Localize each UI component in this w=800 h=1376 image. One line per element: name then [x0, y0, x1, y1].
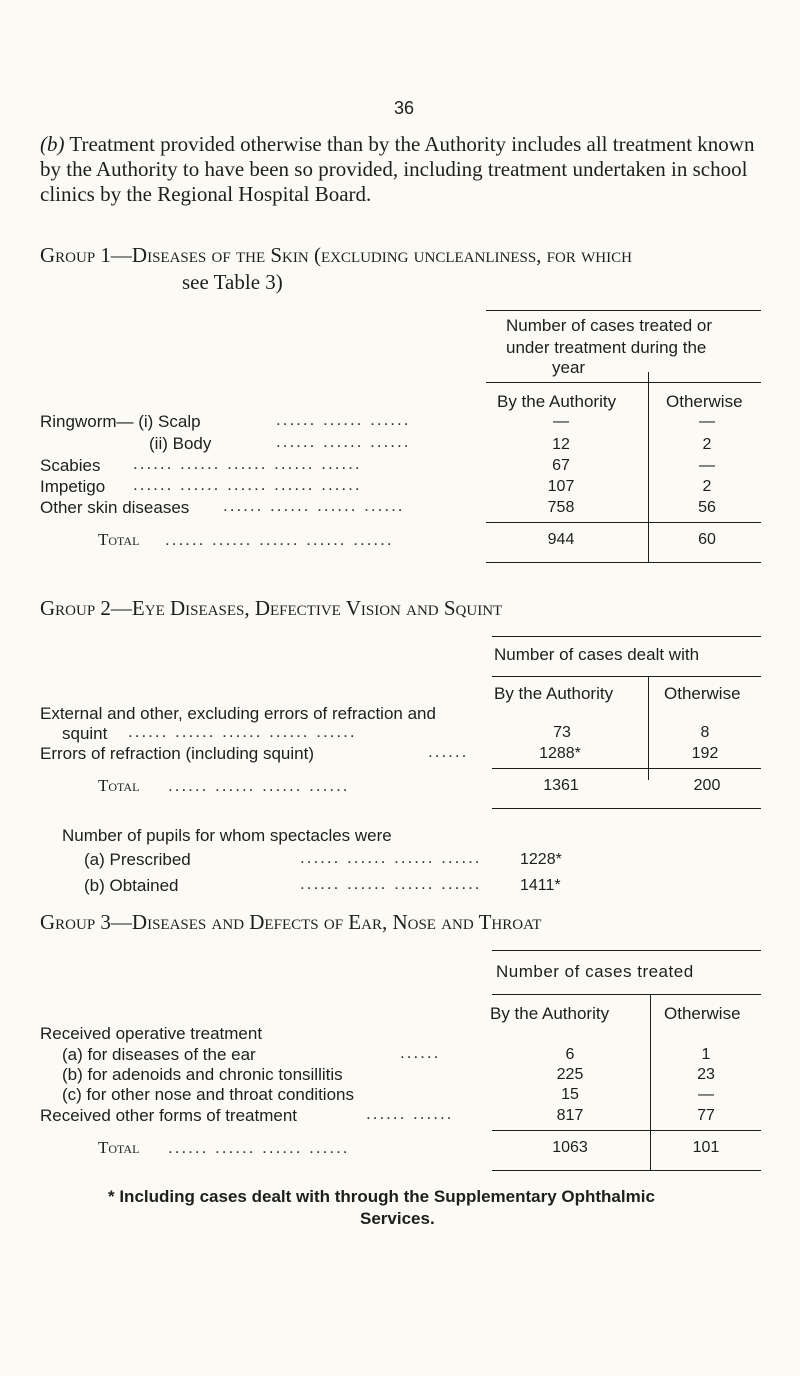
- group3-row-authority: 6: [565, 1046, 575, 1063]
- group1-row-label: Ringworm— (i) Scalp: [40, 412, 201, 431]
- group1-header-line1: Number of cases treated or: [506, 316, 712, 335]
- footnote-line1: * Including cases dealt with through the Supplementary Ophthalmic: [108, 1187, 655, 1206]
- intro-paragraph: [40, 132, 760, 207]
- group2-total-authority: 1361: [543, 777, 579, 794]
- group1-row-authority: 758: [547, 499, 575, 516]
- dot-leader: ...... ...... ...... ......: [300, 848, 482, 867]
- group2-row-otherwise: 8: [700, 724, 710, 741]
- group3-total-label: Total: [98, 1138, 140, 1157]
- group2-row-label: External and other, excluding errors of refraction and: [40, 704, 436, 723]
- dot-leader: ...... ...... ...... ......: [300, 874, 482, 893]
- group1-row-otherwise: —: [699, 413, 715, 430]
- group3-col-otherwise: Otherwise: [664, 1004, 741, 1023]
- dot-leader: ...... ......: [366, 1104, 454, 1123]
- group3-section-label: Received operative treatment: [40, 1024, 263, 1043]
- group2-header: Number of cases dealt with: [494, 645, 700, 664]
- group3-row-authority: 225: [556, 1066, 584, 1083]
- dot-leader: ...... ...... ...... ...... ......: [128, 722, 357, 741]
- spectacles-obtained-value: 1411*: [520, 877, 561, 894]
- footnote-line2: Services.: [360, 1209, 435, 1228]
- group1-row-label: Impetigo: [40, 477, 106, 496]
- group3-header: Number of cases treated: [496, 962, 694, 981]
- group3-row-otherwise: 77: [697, 1107, 715, 1124]
- group3-row-otherwise: —: [698, 1086, 714, 1103]
- dot-leader: ......: [400, 1043, 441, 1062]
- group1-total-otherwise: 60: [698, 531, 716, 548]
- spectacles-heading: Number of pupils for whom spectacles were: [62, 826, 392, 845]
- group1-row-label: Other skin diseases: [40, 498, 190, 517]
- dot-leader: ......: [428, 742, 469, 761]
- group1-total-label: Total: [98, 530, 140, 549]
- group1-row-authority: —: [553, 413, 569, 430]
- group2-col-otherwise: Otherwise: [664, 684, 741, 703]
- group2-title: Group 2—Eye Diseases, Defective Vision and Squint: [40, 596, 503, 620]
- group1-row-otherwise: 56: [698, 499, 716, 516]
- group1-row-authority: 67: [552, 457, 570, 474]
- dot-leader: ...... ...... ...... ......: [168, 776, 350, 795]
- group1-row-authority: 12: [552, 436, 570, 453]
- group1-header-line2: under treatment during the: [506, 338, 707, 357]
- group2-total-otherwise: 200: [693, 777, 721, 794]
- group2-row-label: Errors of refraction (including squint): [40, 744, 315, 763]
- group1-row-authority: 107: [547, 478, 575, 495]
- group3-total-authority: 1063: [552, 1139, 588, 1156]
- group1-row-label: (ii) Body: [149, 434, 212, 453]
- dot-leader: ...... ...... ......: [276, 432, 411, 451]
- spectacles-obtained-label: (b) Obtained: [84, 876, 179, 895]
- group3-row-otherwise: 23: [697, 1066, 715, 1083]
- page-number: 36: [394, 98, 415, 118]
- group2-row-authority: 1288*: [539, 745, 581, 762]
- group3-total-otherwise: 101: [692, 1139, 720, 1156]
- group3-row-authority: 817: [556, 1107, 584, 1124]
- dot-leader: ...... ...... ...... ...... ......: [165, 530, 394, 549]
- group1-row-otherwise: —: [699, 457, 715, 474]
- group3-row-otherwise: 1: [701, 1046, 711, 1063]
- dot-leader: ...... ...... ...... ......: [223, 496, 405, 515]
- group3-row-label: (b) for adenoids and chronic tonsillitis: [62, 1065, 343, 1084]
- group3-row-label: (c) for other nose and throat conditions: [62, 1085, 354, 1104]
- group1-row-otherwise: 2: [702, 436, 712, 453]
- group2-row-authority: 73: [553, 724, 571, 741]
- group3-row-authority: 15: [561, 1086, 579, 1103]
- group3-title: Group 3—Diseases and Defects of Ear, Nose and Throat: [40, 910, 542, 934]
- group2-total-label: Total: [98, 776, 140, 795]
- dot-leader: ...... ...... ......: [276, 410, 411, 429]
- group1-title-cont: see Table 3): [182, 270, 283, 294]
- group1-total-authority: 944: [547, 531, 575, 548]
- group3-row-label: Received other forms of treatment: [40, 1106, 298, 1125]
- group1-header-line3: year: [552, 358, 586, 377]
- dot-leader: ...... ...... ...... ...... ......: [133, 475, 362, 494]
- group1-row-otherwise: 2: [702, 478, 712, 495]
- spectacles-prescribed-label: (a) Prescribed: [84, 850, 191, 869]
- spectacles-prescribed-value: 1228*: [520, 851, 562, 868]
- group2-row-label-cont: squint: [62, 724, 108, 743]
- group2-row-otherwise: 192: [691, 745, 719, 762]
- dot-leader: ...... ...... ...... ......: [168, 1138, 350, 1157]
- dot-leader: ...... ...... ...... ...... ......: [133, 454, 362, 473]
- intro-lead: (b): [40, 132, 65, 156]
- group1-title: Group 1—Diseases of the Skin (excluding uncleanliness, for which: [40, 243, 632, 267]
- group3-col-authority: By the Authority: [490, 1004, 610, 1023]
- group2-col-authority: By the Authority: [494, 684, 614, 703]
- group1-col-otherwise: Otherwise: [666, 392, 743, 411]
- intro-text: Treatment provided otherwise than by the Authority includes all treatment known by the Authority to have been so provided, including treatment undertaken in school clinics by the Regional Hospital Board.: [40, 132, 755, 206]
- group1-col-authority: By the Authority: [497, 392, 617, 411]
- group1-row-label: Scabies: [40, 456, 101, 475]
- group3-row-label: (a) for diseases of the ear: [62, 1045, 256, 1064]
